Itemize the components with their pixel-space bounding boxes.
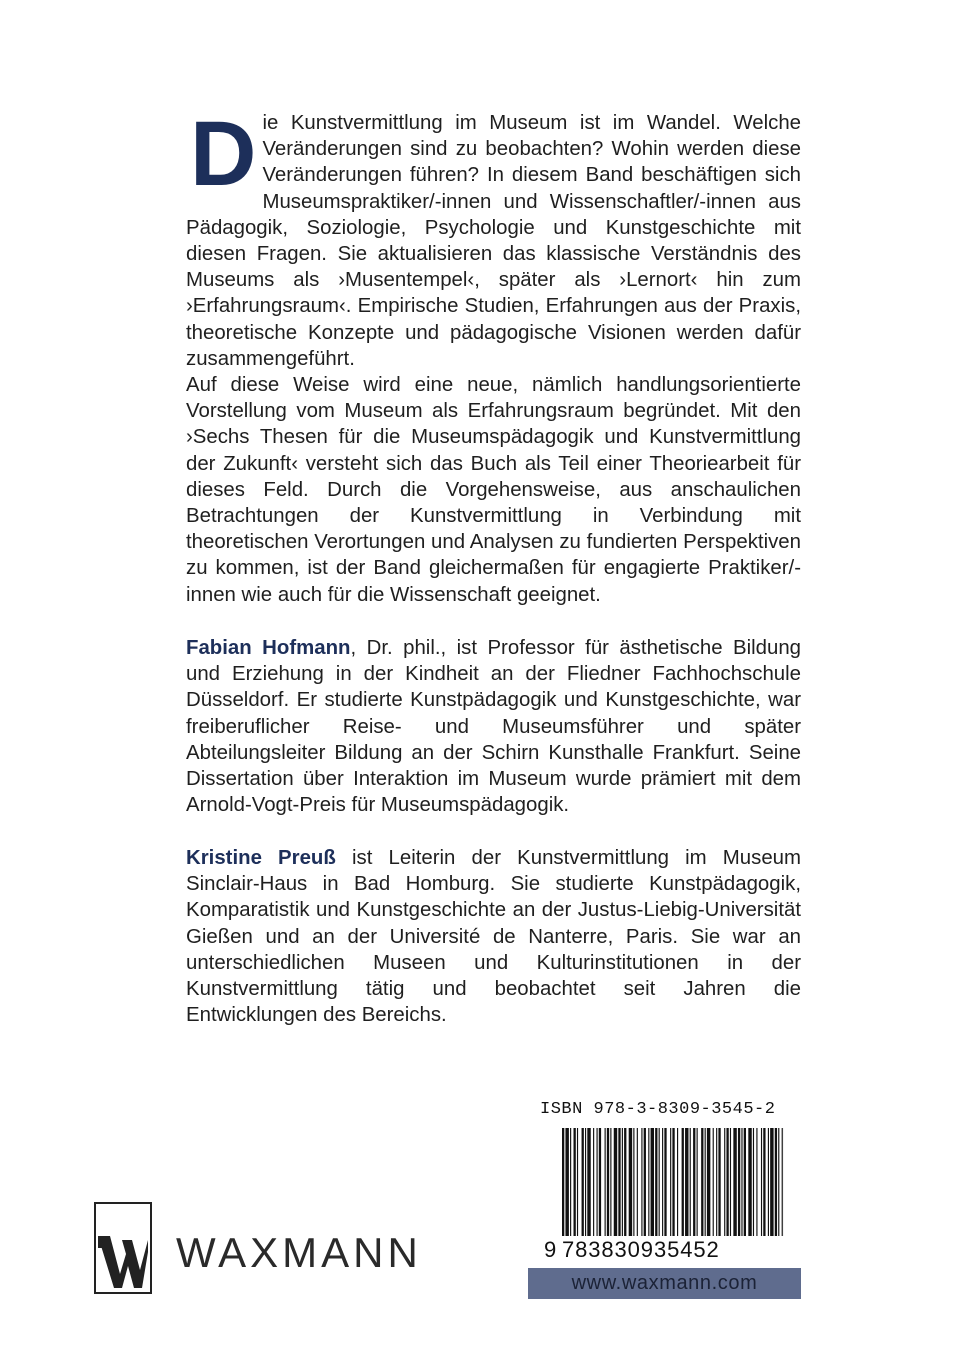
barcode-icon (562, 1128, 784, 1236)
blurb-paragraph-1 (186, 103, 801, 372)
barcode-digits-rest: 783830935452 (562, 1237, 720, 1262)
blurb-paragraph-1-text: ie Kunstvermittlung im Museum ist im Wandel. Welche Veränderungen sind zu beobachten? Wohin werden diese Veränderungen führen? In diesem Band beschäftigen sich Museumspraktiker/-innen und Wissenschaftler/-innen aus Pädagogik, Soziologie, Psychologie und Kunstgeschichte mit diesen Fragen. Sie aktualisieren das klassische Verständnis des Museums als ›Musentempel‹, später als ›Lernort‹ hin zum ›Erfahrungsraum‹. Empirische Studien, Erfahrungen aus der Praxis, theoretische Konzepte und pädagogische Visionen werden dafür zusammengeführt. (186, 112, 801, 370)
blurb-paragraph-2: Auf diese Weise wird eine neue, nämlich handlungsorientierte Vorstellung vom Museum als Erfahrungsraum begründet. Mit den ›Sechs Thesen für die Museumspädagogik und Kunstvermittlung der Zukunft‹ versteht sich das Buch als Teil einer Theoriearbeit für dieses Feld. Durch die Vorgehensweise, aus anschaulichen Betrachtungen der Kunstvermittlung in Verbindung mit theoretischen Verortungen und Analysen zu fundierten Perspektiven zu kommen, ist der Band gleichermaßen für engagierte Praktiker/-innen wie auch für die Wissenschaft geeignet. (186, 374, 801, 606)
publisher-url-text: www.waxmann.com (571, 1272, 758, 1294)
author-name: Kristine Preuß (186, 847, 336, 869)
barcode-digit-first: 9 (544, 1237, 558, 1262)
waxmann-w-logo-icon (94, 1202, 152, 1294)
publisher-wordmark: WAXMANN (176, 1229, 422, 1276)
dropcap-letter: D (190, 103, 255, 205)
publisher-url (528, 1268, 801, 1299)
author-bio-1 (186, 635, 801, 818)
isbn-label: ISBN 978-3-8309-3545-2 (540, 1100, 776, 1119)
back-cover-blurb (186, 103, 801, 608)
author-bio-text: ist Leiterin der Kunstvermittlung im Museum Sinclair-Haus in Bad Homburg. Sie studierte Kunstpädagogik, Komparatistik und Kunstgeschichte an der Justus-Liebig-Universität Gießen und an der Université de Nanterre, Paris. Sie war an unterschiedlichen Museen und Kulturinstitutionen in der Kunstvermittlung tätig und beobachtet seit Jahren die Entwicklungen des Bereichs. (186, 847, 801, 1027)
author-name: Fabian Hofmann (186, 637, 351, 659)
author-bio-text: , Dr. phil., ist Professor für ästhetische Bildung und Erziehung in der Kindheit an der Fliedner Fachhochschule Düsseldorf. Er studierte Kunstpädagogik und Kunstgeschichte, war freiberuflicher Reise- und Museumsführer und später Abteilungsleiter Bildung an der Schirn Kunsthalle Frankfurt. Seine Dissertation über Interaktion im Museum wurde prämiert mit dem Arnold-Vogt-Preis für Museumspädagogik. (186, 637, 802, 817)
author-bio-2 (186, 845, 801, 1028)
logo-mark-icon (96, 1204, 150, 1292)
